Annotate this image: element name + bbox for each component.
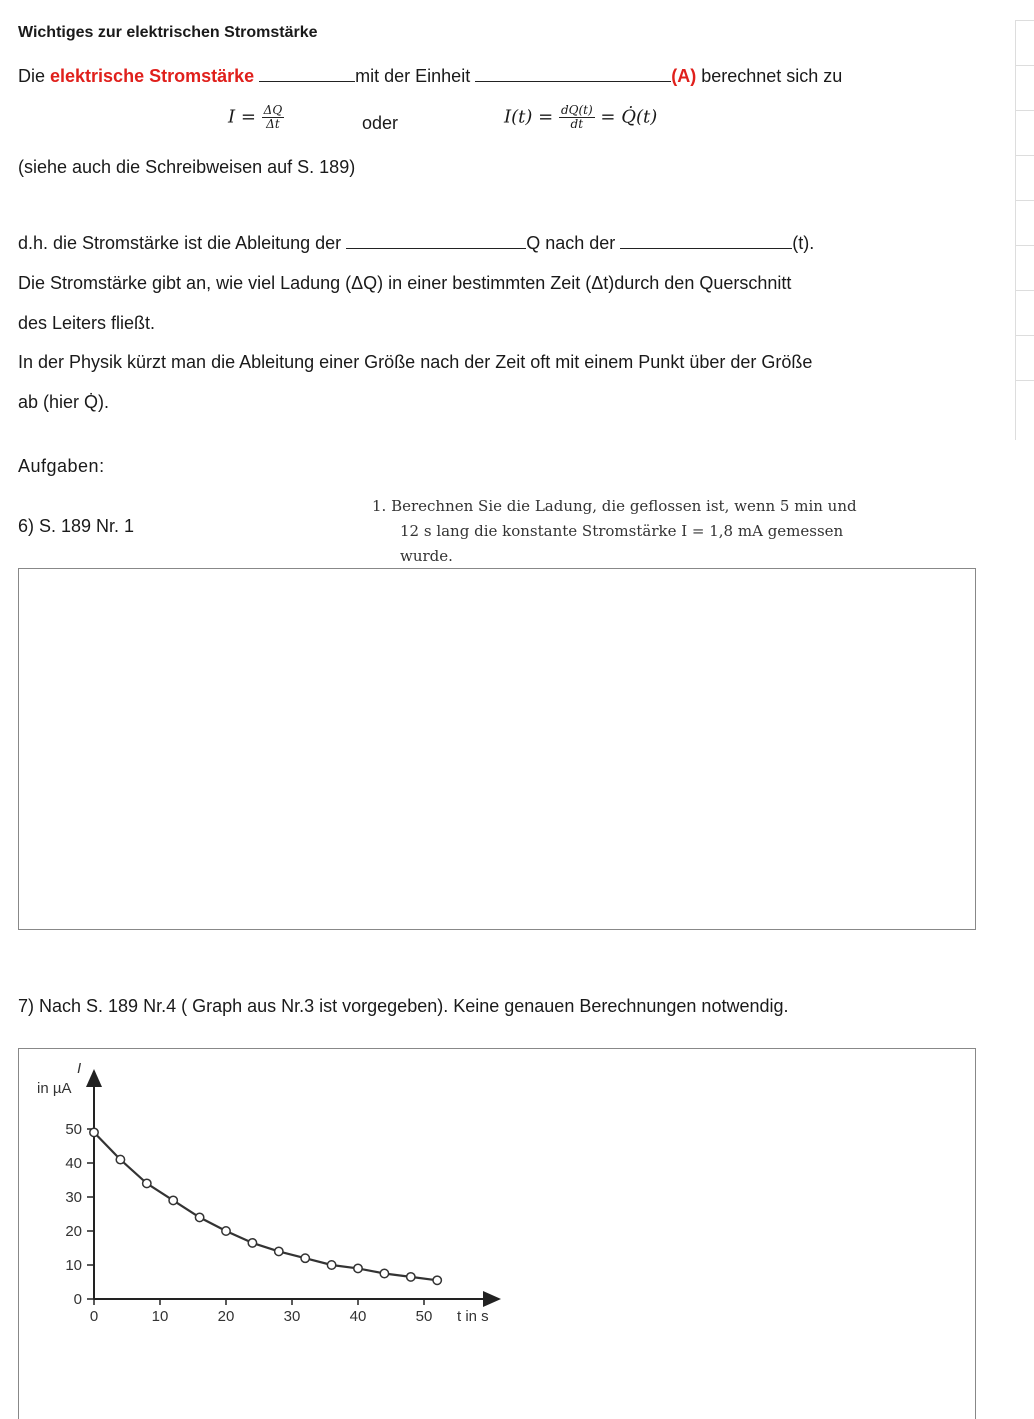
- y-tick-label: 30: [65, 1189, 82, 1206]
- blank-variable: [620, 232, 792, 249]
- y-tick-label: 50: [65, 1121, 82, 1138]
- unit-label: (A): [671, 66, 697, 86]
- data-point: [327, 1261, 335, 1269]
- answer-box-7[interactable]: [18, 1048, 976, 1419]
- task-7-label: 7) Nach S. 189 Nr.4 ( Graph aus Nr.3 ist vorgegeben). Keine genauen Berechnungen notwendig.: [18, 996, 789, 1016]
- blank-symbol: [259, 65, 355, 82]
- blank-quantity: [346, 232, 526, 249]
- y-tick-label: 10: [65, 1257, 82, 1274]
- data-point: [433, 1276, 441, 1284]
- definition-line: Die elektrische Stromstärke mit der Einheit (A) berechnet sich zu: [18, 66, 843, 86]
- data-point: [407, 1273, 415, 1281]
- data-point: [116, 1155, 124, 1163]
- data-point: [222, 1227, 230, 1235]
- data-point: [195, 1213, 203, 1221]
- x-tick-label: 10: [151, 1308, 169, 1325]
- x-axis-label: t in s: [457, 1308, 489, 1325]
- data-point: [169, 1196, 177, 1204]
- y-tick-label: 40: [65, 1155, 82, 1172]
- current-time-chart: [19, 1049, 539, 1349]
- data-point: [301, 1254, 309, 1262]
- book-excerpt-line: wurde.: [400, 547, 453, 565]
- section-heading: Aufgaben:: [18, 456, 105, 476]
- task-6-label: 6) S. 189 Nr. 1: [18, 516, 135, 536]
- derivative-line: d.h. die Stromstärke ist die Ableitung der Q nach der (t).: [18, 233, 815, 253]
- formula-oder: oder: [362, 113, 399, 133]
- x-tick-label: 50: [415, 1308, 433, 1325]
- data-point: [354, 1264, 362, 1272]
- data-point: [275, 1247, 283, 1255]
- page-title: Wichtiges zur elektrischen Stromstärke: [18, 24, 318, 41]
- formula-2: I(t) = $\frac{dQ(t)}{dt}$ = Q̇(t): [504, 103, 658, 131]
- paragraph-line: Die Stromstärke gibt an, wie viel Ladung (ΔQ) in einer bestimmten Zeit (Δt)durch den Querschnitt: [18, 273, 792, 293]
- x-tick-label: 0: [89, 1308, 99, 1325]
- y-tick-label: 20: [65, 1223, 82, 1240]
- series-line: [94, 1132, 437, 1280]
- blank-unit: [475, 65, 671, 82]
- book-excerpt-line: 12 s lang die konstante Stromstärke I = 1,8 mA gemessen: [400, 522, 844, 540]
- y-tick-label: 0: [73, 1291, 82, 1308]
- data-point: [380, 1269, 388, 1277]
- x-tick-label: 40: [349, 1308, 367, 1325]
- paragraph-line: In der Physik kürzt man die Ableitung einer Größe nach der Zeit oft mit einem Punkt über der Größe: [18, 352, 813, 372]
- data-point: [248, 1239, 256, 1247]
- paragraph-line: des Leiters fließt.: [18, 313, 156, 333]
- y-axis-label: in µA: [37, 1080, 72, 1097]
- page-reference-note: (siehe auch die Schreibweisen auf S. 189): [18, 157, 356, 177]
- data-point: [90, 1128, 98, 1136]
- x-tick-label: 20: [217, 1308, 235, 1325]
- margin-ruler: [1015, 20, 1034, 440]
- highlight-term: elektrische Stromstärke: [50, 66, 255, 86]
- book-excerpt-line: 1. Berechnen Sie die Ladung, die geflossen ist, wenn 5 min und: [372, 497, 857, 515]
- paragraph-line: ab (hier Q̇).: [18, 392, 110, 412]
- data-point: [143, 1179, 151, 1187]
- answer-box-6[interactable]: [18, 568, 976, 930]
- x-tick-label: 30: [283, 1308, 301, 1325]
- formula-1: I = $\frac{\Delta Q}{\Delta t}$: [228, 103, 283, 131]
- y-axis-symbol: I: [77, 1060, 82, 1077]
